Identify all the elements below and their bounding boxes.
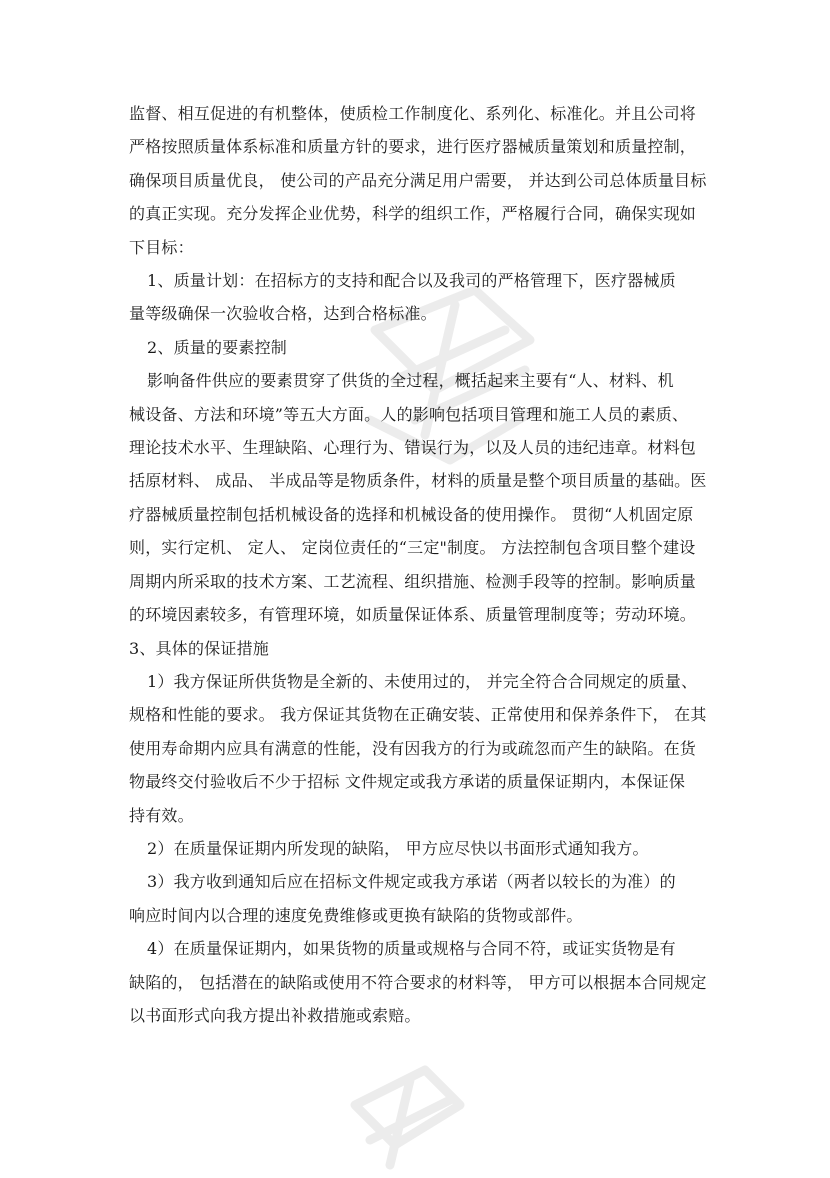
body-text (129, 97, 714, 1032)
text-line: 1、质量计划：在招标方的支持和配合以及我司的严格管理下，医疗器械质 (147, 271, 676, 291)
text-line: 械设备、方法和环境”等五大方面。人的影响包括项目管理和施工人员的素质、 (129, 404, 689, 424)
text-line: 物最终交付验收后不少于招标 文件规定或我方承诺的质量保证期内，本保证保 (129, 772, 686, 792)
text-line: 监督、相互促进的有机整体，使质检工作制度化、系列化、标准化。并且公司将 (129, 104, 697, 123)
text-line: 理论技术水平、生理缺陷、心理行为、错误行为，以及人员的违纪违章。材料包 (129, 438, 697, 458)
text-line: 4）在质量保证期内，如果货物的质量或规格与合同不符，或证实货物是有 (147, 939, 676, 959)
text-line: 影响备件供应的要素贯穿了供货的全过程，概括起来主要有“人、材料、机 (147, 371, 674, 391)
text-line: 括原材料、 成品、 半成品等是物质条件，材料的质量是整个项目质量的基础。医 (129, 471, 707, 491)
text-line: 1）我方保证所供货物是全新的、未使用过的， 并完全符合合同规定的质量、 (147, 671, 698, 691)
section-heading: 3、具体的保证措施 (129, 638, 269, 658)
text-line: 2）在质量保证期内所发现的缺陷， 甲方应尽快以书面形式通知我方。 (147, 838, 649, 858)
text-line: 以书面形式向我方提出补救措施或索赔。 (129, 1005, 421, 1025)
text-line: 周期内所采取的技术方案、工艺流程、组织措施、检测手段等的控制。影响质量 (129, 571, 697, 591)
text-line: 严格按照质量体系标准和质量方针的要求，进行医疗器械质量策划和质量控制， (129, 137, 697, 157)
section-heading: 2、质量的要素控制 (147, 337, 287, 357)
text-line: 持有效。 (129, 805, 194, 825)
text-line: 疗器械质量控制包括机械设备的选择和机械设备的使用操作。 贯彻“人机固定原 (129, 504, 694, 524)
text-line: 下目标： (129, 237, 194, 257)
watermark-graphic-bottom (345, 1055, 465, 1178)
text-line: 响应时间内以合理的速度免费维修或更换有缺陷的货物或部件。 (129, 905, 583, 925)
text-line: 量等级确保一次验收合格，达到合格标准。 (129, 304, 437, 324)
text-line: 3）我方收到通知后应在招标文件规定或我方承诺（两者以较长的为准）的 (147, 872, 676, 892)
text-line: 缺陷的， 包括潜在的缺陷或使用不符合要求的材料等， 甲方可以根据本合同规定 (129, 972, 707, 992)
text-line: 规格和性能的要求。 我方保证其货物在正确安装、正常使用和保养条件下， 在其 (129, 705, 707, 725)
text-line: 的真正实现。充分发挥企业优势，科学的组织工作，严格履行合同，确保实现如 (129, 204, 697, 224)
text-line: 则，实行定机、 定人、 定岗位责任的“三定"制度。 方法控制包含项目整个建设 (129, 538, 696, 558)
text-line: 确保项目质量优良， 使公司的产品充分满足用户需要， 并达到公司总体质量目标 (129, 170, 707, 190)
text-line: 的环境因素较多，有管理环境，如质量保证体系、质量管理制度等；劳动环境。 (129, 605, 697, 625)
text-line: 使用寿命期内应具有满意的性能，没有因我方的行为或疏忽而产生的缺陷。在货 (129, 738, 697, 758)
